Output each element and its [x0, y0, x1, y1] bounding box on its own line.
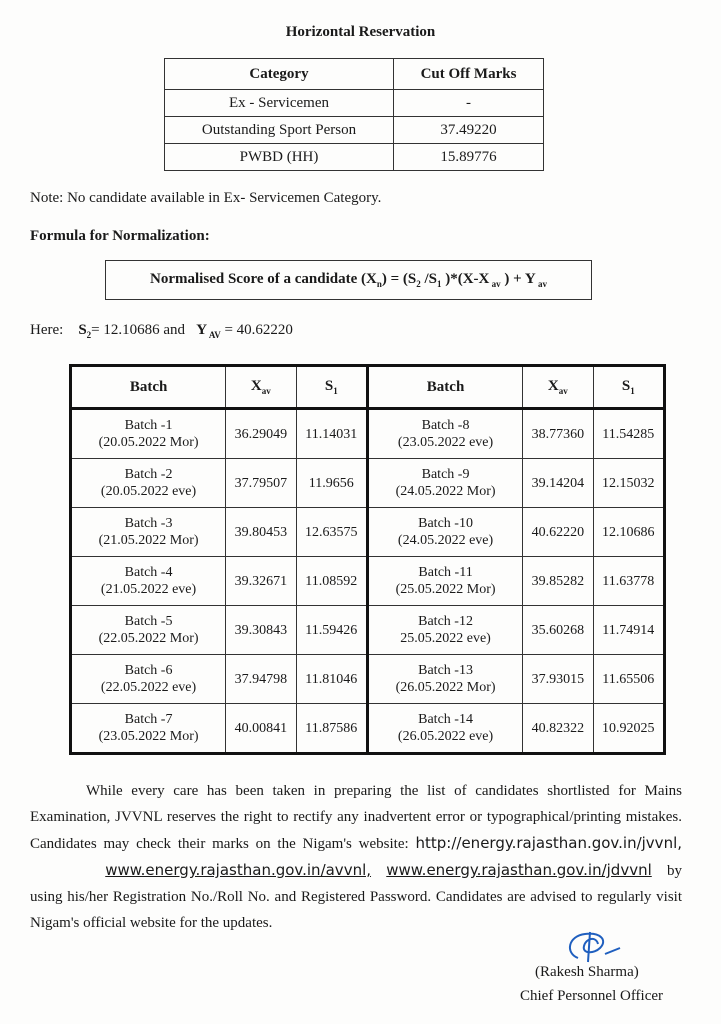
xav-cell: 40.62220 — [523, 508, 593, 557]
s1-cell: 12.63575 — [296, 508, 367, 557]
column-header-xav: $X_{av}$ — [523, 366, 593, 409]
batch-cell: Batch -3 (21.05.2022 Mor) — [71, 508, 226, 557]
horizontal-reservation-table — [164, 58, 544, 171]
s1-cell: 11.14031 — [296, 409, 367, 459]
batch-cell: Batch -14 (26.05.2022 eve) — [367, 704, 522, 754]
batch-cell: Batch -7 (23.05.2022 Mor) — [71, 704, 226, 754]
column-header: Cut Off Marks — [394, 59, 544, 90]
heading-horizontal-reservation: Horizontal Reservation — [285, 24, 436, 40]
signatory-name: (Rakesh Sharma) — [535, 964, 639, 980]
column-header-xav: $X_{av}$ — [226, 366, 296, 409]
disclaimer-paragraph: While every care has been taken in preparing the list of candidates shortlisted for Mains Examination, JVVNL reserves the right to rectify any inadvertent error or typographical/printing mistakes. Candidates may check their marks on the Nigam's website: http://energy.rajasthan.gov.in/jvvnl, www.energy.rajasthan.gov.in/avvnl, www.energy.rajasthan.gov.in/jdvvnl by using his/her Registration No./Roll No. and Registered Password. Candidates are advised to regularly visit Nigam's official website for the updates. — [30, 783, 683, 931]
xav-cell: 40.00841 — [226, 704, 296, 754]
cutoff-cell: 15.89776 — [394, 144, 544, 171]
category-cell: Ex - Servicemen — [165, 90, 394, 117]
batch-cell: Batch -9 (24.05.2022 Mor) — [367, 459, 522, 508]
jdvvnl-link[interactable]: www.energy.rajasthan.gov.in/jdvvnl — [386, 861, 652, 879]
batch-cell: Batch -11 (25.05.2022 Mor) — [367, 557, 522, 606]
xav-cell: 39.85282 — [523, 557, 593, 606]
s2-value: $S_2$ — [78, 322, 92, 340]
formula-label: Formula for Normalization: — [30, 228, 210, 244]
xav-cell: 37.93015 — [523, 655, 593, 704]
column-header: Category — [165, 59, 394, 90]
s1-cell: 11.74914 — [593, 606, 664, 655]
s1-cell: 12.15032 — [593, 459, 664, 508]
s1-cell: 11.87586 — [296, 704, 367, 754]
formula-box — [105, 260, 592, 300]
signatory-title: Chief Personnel Officer — [520, 988, 664, 1004]
cutoff-cell: - — [394, 90, 544, 117]
s1-cell: 11.59426 — [296, 606, 367, 655]
column-header-s1: $S_1$ — [296, 366, 367, 409]
table-row — [165, 117, 544, 144]
xav-cell: 39.80453 — [226, 508, 296, 557]
batch-normalization-table — [69, 364, 666, 755]
jvvnl-link[interactable]: http://energy.rajasthan.gov.in/jvvnl, — [415, 834, 683, 852]
batch-cell: Batch -6 (22.05.2022 eve) — [71, 655, 226, 704]
table-row — [165, 144, 544, 171]
s1-cell: 11.65506 — [593, 655, 664, 704]
s1-cell: 12.10686 — [593, 508, 664, 557]
cutoff-cell: 37.49220 — [394, 117, 544, 144]
avvnl-link[interactable]: www.energy.rajasthan.gov.in/avvnl, — [105, 861, 372, 879]
table-row — [71, 655, 665, 704]
s1-cell: 11.08592 — [296, 557, 367, 606]
xav-cell: 37.94798 — [226, 655, 296, 704]
note-text: Note: No candidate available in Ex- Servicemen Category. — [30, 190, 382, 206]
xav-cell: 39.14204 — [523, 459, 593, 508]
batch-cell: Batch -12 25.05.2022 eve) — [367, 606, 522, 655]
xav-cell: 35.60268 — [523, 606, 593, 655]
xav-cell: 40.82322 — [523, 704, 593, 754]
formula-text: Normalised Score of a candidate $(X_n) = (S_2$ $/S_1$ )*(X-X $_{av}$ ) + Y $_{av}$ — [150, 271, 547, 289]
table-row — [71, 557, 665, 606]
column-header-batch: Batch — [367, 366, 522, 409]
xav-cell: 39.30843 — [226, 606, 296, 655]
s1-cell: 11.9656 — [296, 459, 367, 508]
table-row — [71, 606, 665, 655]
batch-cell: Batch -4 (21.05.2022 eve) — [71, 557, 226, 606]
yav-value: Y $_{AV}$ — [196, 322, 221, 340]
batch-cell: Batch -8 (23.05.2022 eve) — [367, 409, 522, 459]
batch-cell: Batch -5 (22.05.2022 Mor) — [71, 606, 226, 655]
s1-cell: 11.81046 — [296, 655, 367, 704]
column-header-s1: $S_1$ — [593, 366, 664, 409]
batch-cell: Batch -10 (24.05.2022 eve) — [367, 508, 522, 557]
s1-cell: 11.63778 — [593, 557, 664, 606]
table-row — [71, 409, 665, 459]
batch-cell: Batch -1 (20.05.2022 Mor) — [71, 409, 226, 459]
table-row — [71, 459, 665, 508]
category-cell: PWBD (HH) — [165, 144, 394, 171]
table-header-row — [165, 59, 544, 90]
xav-cell: 38.77360 — [523, 409, 593, 459]
batch-cell: Batch -13 (26.05.2022 Mor) — [367, 655, 522, 704]
table-row — [71, 508, 665, 557]
xav-cell: 36.29049 — [226, 409, 296, 459]
table-row — [71, 704, 665, 754]
s1-cell: 10.92025 — [593, 704, 664, 754]
column-header-batch: Batch — [71, 366, 226, 409]
s1-cell: 11.54285 — [593, 409, 664, 459]
here-values: Here: $S_2= 12.10686$ and Y $_{AV}$ = 40.62220 — [30, 322, 293, 340]
table-header-row — [71, 366, 665, 409]
table-row — [165, 90, 544, 117]
signature-icon — [560, 928, 640, 968]
category-cell: Outstanding Sport Person — [165, 117, 394, 144]
xav-cell: 37.79507 — [226, 459, 296, 508]
batch-cell: Batch -2 (20.05.2022 eve) — [71, 459, 226, 508]
xav-cell: 39.32671 — [226, 557, 296, 606]
